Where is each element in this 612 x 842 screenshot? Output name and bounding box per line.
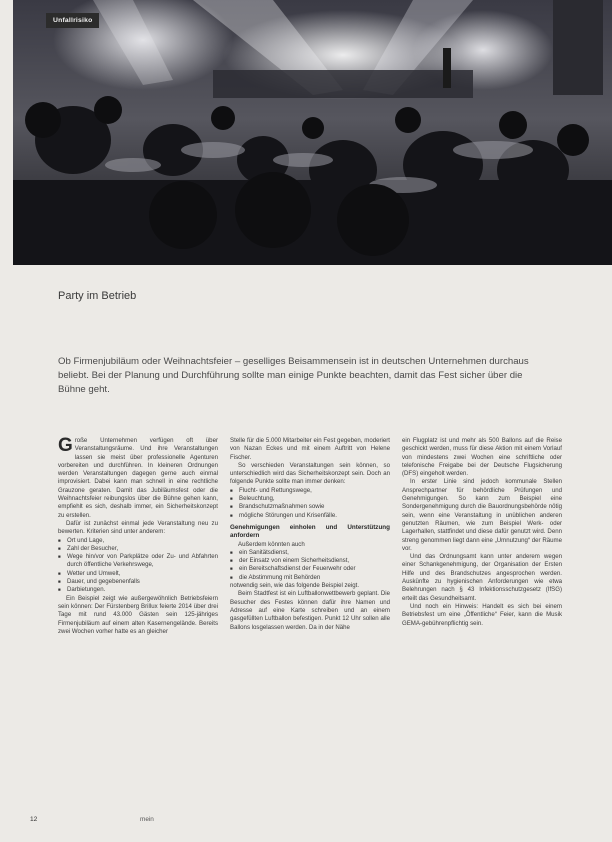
list-item: ■ ein Bereitschaftsdienst der Feuerwehr oder [230, 565, 390, 573]
text-column-1 [58, 437, 218, 636]
paragraph-text: roße Unternehmen verfügen oft über Veranstaltungsräume. Und ihre Veranstaltungen lassen sie meist über professionelle Agenturen vorbereiten und durchführen. In kleineren Ordnungen werden Veranstaltungen dagegen gerne auch einmal improvisiert. Dabei kann man schnell in eine rechtliche Grauzone geraten. Damit das Jubiläumsfest oder die Weihnachtsfeier reibungslos über die Bühne gehen kann, empfiehlt es sich, deshalb immer, ein Sicherheitskonzept zu erstellen. [58, 437, 218, 519]
article-lead: Ob Firmenjubiläum oder Weihnachtsfeier – geselliges Beisammensein ist in deutschen Unternehmen durchaus beliebt. Bei der Planung und Durchführung sollte man einige Punkte beachten, damit das Fest sicher über die Bühne geht. [58, 356, 529, 395]
text-column-3 [402, 437, 562, 628]
criteria-list [58, 537, 218, 595]
paragraph: Und noch ein Hinweis: Handelt es sich bei einem Betriebsfest um eine „Öffentliche“ Feier, kann die Musik GEMA-gebührenpflichtig sein. [402, 602, 562, 627]
paragraph: Und das Ordnungsamt kann unter anderem wegen einer Schankgenehmigung, der Organisation der Ersten Hilfe und des Brandschutzes angesprochen werden. Auskünfte zu hygienischen Anforderungen wie etwa Belehrungen nach § 43 Infektionsschutzgesetz (IfSG) erteilt das Gesundheitsamt. [402, 553, 562, 602]
dropcap: G [58, 435, 73, 456]
list-item: ■ die Abstimmung mit Behörden [230, 574, 390, 582]
page-footer [0, 814, 612, 834]
list-item: ■ Dauer, und gegebenenfalls [58, 578, 218, 586]
text-column-2 [230, 437, 390, 632]
paragraph [58, 437, 218, 520]
list-item: ■ Wetter und Umwelt, [58, 570, 218, 578]
list-item: ■ der Einsatz von einem Sicherheitsdienst, [230, 557, 390, 565]
list-item: ■ Wege hin/vor von Parkplätze oder Zu- und Abfahrten durch öffentliche Verkehrswege, [58, 553, 218, 570]
subheading: Genehmigungen einholen und Unterstützung anfordern [230, 523, 390, 540]
footer-brand: mein [140, 816, 154, 823]
list-item: ■ mögliche Störungen und Krisenfälle. [230, 512, 390, 520]
list-item: ■ Ort und Lage, [58, 537, 218, 545]
paragraph: Außerdem könnten auch [238, 540, 305, 548]
list-item: ■ Darbietungen. [58, 586, 218, 594]
list-item: ■ Zahl der Besucher, [58, 545, 218, 553]
category-tag: Unfallrisiko [46, 13, 99, 28]
paragraph: Ein Beispiel zeigt wie außergewöhnlich Betriebsfeiern sein können: Der Fürstenberg Brillux feierte 2014 über drei Tage mit rund 43.000 Gästen sein 125-jähriges Firmenjubiläum auf einem alten Kasernengelände. Bereits zwei Wochen vorher hatte es an gleicher [58, 594, 218, 635]
list-item: ■ Flucht- und Rettungswege, [230, 487, 390, 495]
article-body [58, 437, 572, 807]
paragraph: Stelle für die 5.000 Mitarbeiter ein Fest gegeben, moderiert von Nazan Eckes und mit einem Auftritt von Helene Fischer. [230, 437, 390, 461]
list-item: ■ Beleuchtung, [230, 495, 390, 503]
paragraph: So verschieden Veranstaltungen sein können, so unterschiedlich wird das Sicherheitskonzept sein. Doch an folgende Punkte sollte man immer denken: [230, 461, 390, 486]
safety-list [230, 487, 390, 520]
page-number: 12 [30, 816, 38, 823]
list-item: ■ Brandschutzmaßnahmen sowie [230, 503, 390, 511]
paragraph: In erster Linie sind jedoch kommunale Stellen Ansprechpartner für behördliche Prüfungen und Genehmigungen. So kann zum Beispiel eine Sondergenehmigung durch die Bauordnungsbehörde nötig sein, wenn eine Veranstaltung in unüblichen anderen genutzten Räumen, wie zum Beispiel Werk- oder Lagerhallen, stattfindet und diese dafür genutzt wird. Denn streng genommen liegt dann eine „Umnutzung“ der Räume vor. [402, 478, 562, 552]
paragraph: ein Flugplatz ist und mehr als 500 Ballons auf die Reise geschickt werden, muss für diese Aktion mit einem Vorlauf von mindestens zwei Wochen eine schriftliche oder telefonische Freigabe bei der Deutsche Flugsicherung (DFS) eingeholt werden. [402, 437, 562, 478]
paragraph: Dafür ist zunächst einmal jede Veranstaltung neu zu bewerten. Kriterien sind unter anderem: [58, 519, 218, 536]
event-photo [13, 0, 612, 265]
article-title: Party im Betrieb [58, 290, 137, 302]
paragraph: notwendig sein, wie das folgende Beispiel zeigt. [230, 582, 360, 590]
services-list [230, 549, 390, 582]
paragraph: Beim Stadtfest ist ein Luftballonwettbewerb geplant. Die Besucher des Festes können dafür ihre Namen und Adresse auf eine Karte schreiben und an einem gasgefüllten Luftballon befestigen. Punkt 12 Uhr sollen alle Ballons losgelassen werden. Da in der Nähe [230, 590, 390, 631]
list-item: ■ ein Sanitätsdienst, [230, 549, 390, 557]
